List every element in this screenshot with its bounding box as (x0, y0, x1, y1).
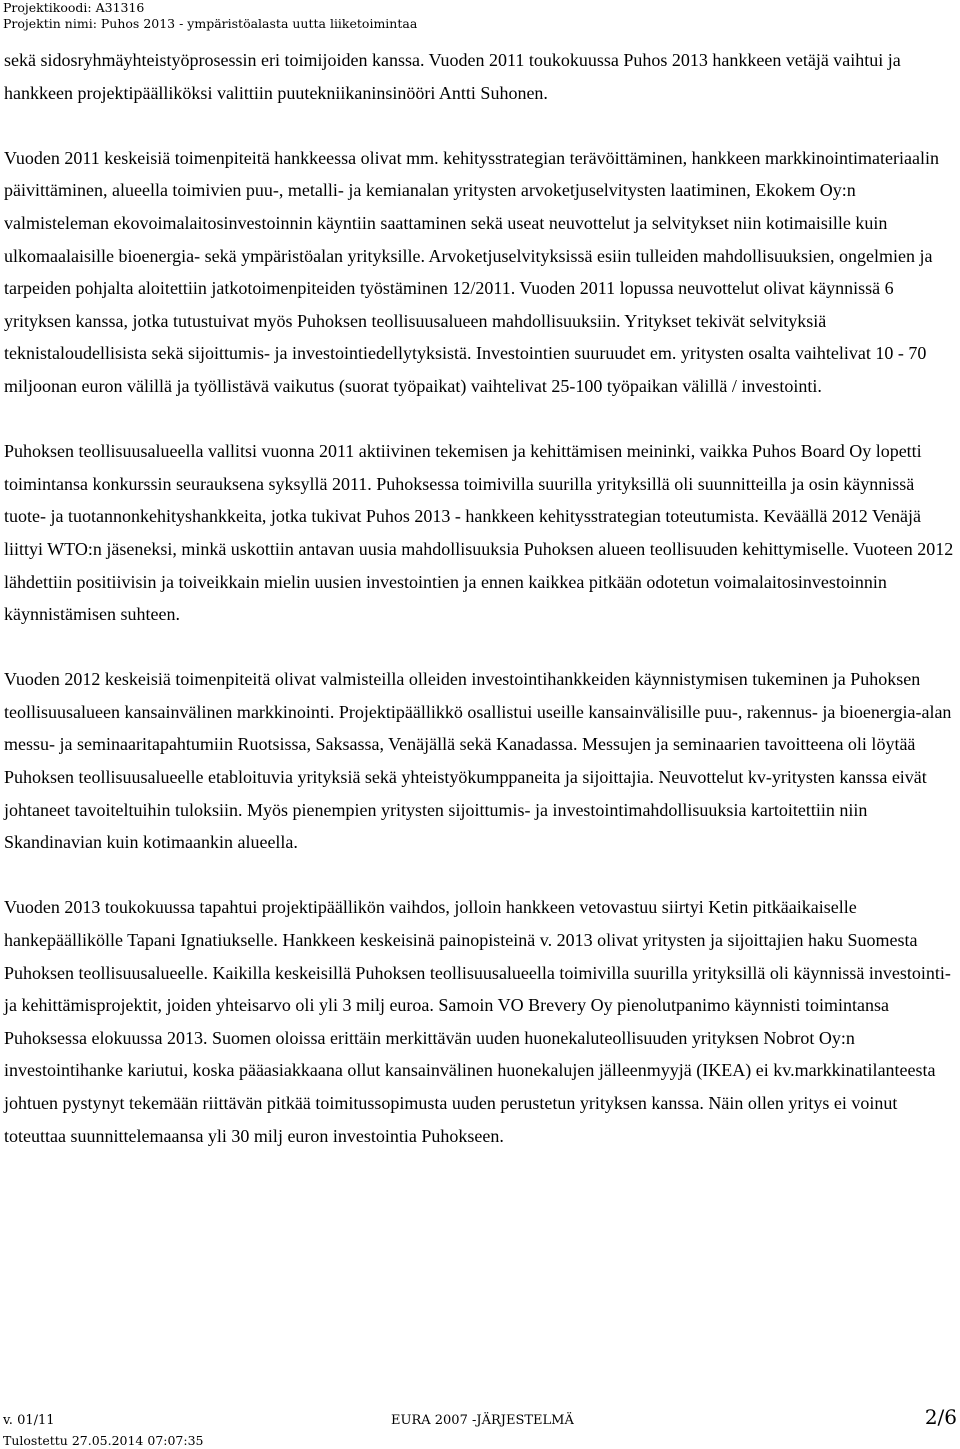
print-timestamp: Tulostettu 27.05.2014 07:07:35 (3, 1433, 204, 1448)
project-name: Projektin nimi: Puhos 2013 - ympäristöalasta uutta liiketoimintaa (3, 16, 418, 31)
page-header (3, 0, 953, 32)
paragraph: Puhoksen teollisuusalueella vallitsi vuonna 2011 aktiivinen tekemisen ja kehittämisen meininki, vaikka Puhos Board Oy lopetti toimintansa konkurssin seurauksena syksyllä 2011. Puhoksessa toimivilla suurilla yrityksillä oli suunnitteilla ja osin käynnissä tuote- ja tuotannonkehityshankkeita, jotka tukivat Puhos 2013 - hankkeen kehitysstrategian toteutumista. Keväällä 2012 Venäjä liittyi WTO:n jäseneksi, minkä uskottiin antavan uusia mahdollisuuksia Puhoksen alueen teollisuuden kehittymiselle. Vuoteen 2012 lähdettiin positiivisin ja toiveikkain mielin uusien investointien ja ennen kaikkea pitkään odotetun voimalaitosinvestoinnin käynnistämisen suhteen. (4, 441, 954, 625)
page-number: 2/6 (924, 1405, 957, 1429)
paragraph: sekä sidosryhmäyhteistyöprosessin eri toimijoiden kanssa. Vuoden 2011 toukokuussa Puhos 2013 hankkeen vetäjä vaihtui ja hankkeen projektipäälliköksi valittiin puutekniikaninsinööri Antti Suhonen. (4, 50, 901, 103)
paragraph: Vuoden 2012 keskeisiä toimenpiteitä olivat valmisteilla olleiden investointihankkeiden käynnistymisen tukeminen ja Puhoksen teollisuusalueen kansainvälinen markkinointi. Projektipäällikkö osallistui useille kansainvälisille puu-, rakennus- ja bioenergia-alan messu- ja seminaaritapahtumiin Ruotsissa, Saksassa, Venäjällä sekä Kanadassa. Messujen ja seminaarien tavoitteena oli löytää Puhoksen teollisuusalueelle etabloituvia yrityksiä sekä yhteistyökumppaneita ja sijoittajia. Neuvottelut kv-yritysten kanssa eivät johtaneet tavoiteltuihin tuloksiin. Myös pienempien yritysten sijoittumis- ja investointimahdollisuuksia kartoitettiin niin Skandinavian kuin kotimaankin alueella. (4, 669, 952, 853)
page-footer (3, 1405, 957, 1449)
document-body (4, 44, 956, 1185)
system-name: EURA 2007 -JÄRJESTELMÄ (391, 1413, 574, 1428)
form-version: v. 01/11 (3, 1413, 55, 1428)
paragraph: Vuoden 2013 toukokuussa tapahtui projektipäällikön vaihdos, jolloin hankkeen vetovastuu siirtyi Ketin pitkäaikaiselle hankepäällikölle Tapani Ignatiukselle. Hankkeen keskeisinä painopisteinä v. 2013 olivat yritysten ja sijoittajien haku Suomesta Puhoksen teollisuusalueelle. Kaikilla keskeisillä Puhoksen teollisuusalueella toimivilla suurilla yrityksillä oli käynnissä investointi- ja kehittämisprojektit, joiden yhteisarvo oli yli 3 milj euroa. Samoin VO Brevery Oy pienolutpanimo käynnisti toimintansa Puhoksessa elokuussa 2013. Suomen oloissa erittäin merkittävän uuden huonekaluteollisuuden yrityksen Nobrot Oy:n investointihanke kariutui, koska pääasiakkaana ollut kansainvälinen huonekalujen jälleenmyyjä (IKEA) ei kv.markkinatilanteesta johtuen pystynyt tekemään riittävän pitkää toimitussopimusta uuden perustetun yrityksen kanssa. Näin ollen yritys ei voinut toteuttaa suunnittelemaansa yli 30 milj euron investointia Puhokseen. (4, 897, 951, 1146)
project-code: Projektikoodi: A31316 (3, 0, 145, 15)
paragraph: Vuoden 2011 keskeisiä toimenpiteitä hankkeessa olivat mm. kehitysstrategian terävöittäminen, hankkeen markkinointimateriaalin päivittäminen, alueella toimivien puu-, metalli- ja kemianalan yritysten arvoketjuselvitysten laatiminen, Ekokem Oy:n valmisteleman ekovoimalaitosinvestoinnin käyntiin saattaminen sekä useat neuvottelut ja selvitykset niin kotimaisille kuin ulkomaalaisille bioenergia- sekä ympäristöalan yrityksille. Arvoketjuselvityksissä esiin tulleiden mahdollisuuksien, ongelmien ja tarpeiden pohjalta aloitettiin jatkotoimenpiteiden työstäminen 12/2011. Vuoden 2011 lopussa neuvottelut olivat käynnissä 6 yrityksen kanssa, jotka tutustuivat myös Puhoksen teollisuusalueen mahdollisuuksiin. Yritykset tekivät selvityksiä teknistaloudellisista sekä sijoittumis- ja investointiedellytyksistä. Investointien suuruudet em. yritysten osalta vaihtelivat 10 - 70 miljoonan euron välillä ja työllistävä vaikutus (suorat työpaikat) vaihtelivat 25-100 työpaikan välillä / investointi. (4, 147, 939, 396)
